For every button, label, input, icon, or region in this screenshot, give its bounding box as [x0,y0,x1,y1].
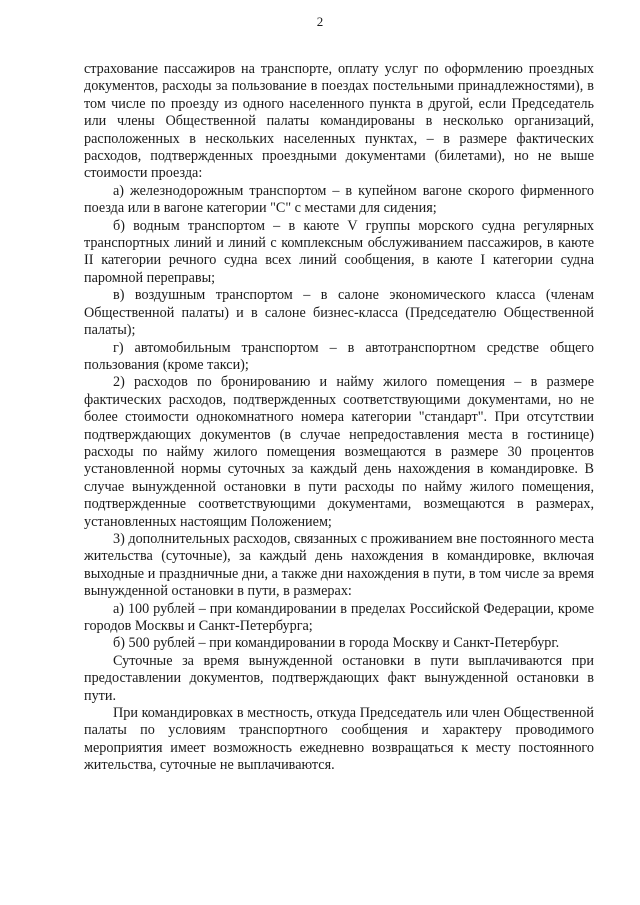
paragraph-daily-allowance: 3) дополнительных расходов, связанных с проживанием вне постоянного места жительства (суточные), за каждый день нахождения в командировке, включая выходные и праздничные дни, а также дни нахождения в пути, в том числе за время вынужденной остановки в пути, в размерах: [84,530,594,600]
paragraph-forced-stop: Суточные за время вынужденной остановки в пути выплачиваются при предоставлении документов, подтверждающих факт вынужденной остановки в пути. [84,652,594,704]
paragraph-housing-expenses: 2) расходов по бронированию и найму жилого помещения – в размере фактических расходов, подтвержденных соответствующими документами, но не более стоимости однокомнатного номера категории "стандарт". При отсутствии подтверждающих документов (в случае непредоставления места в гостинице) расходы по найму жилого помещения возмещаются в размере 30 процентов установленной нормы суточных за каждый день нахождения в командировке. В случае вынужденной остановки в пути расходы по найму жилого помещения, подтвержденные соответствующими документами, возмещаются в размерах, установленных настоящим Положением; [84,374,594,530]
paragraph-allowance-moscow-spb: б) 500 рублей – при командировании в города Москву и Санкт-Петербург. [113,635,560,652]
paragraph-allowance-russia: а) 100 рублей – при командировании в пределах Российской Федерации, кроме городов Москвы и Санкт-Петербурга; [84,600,594,634]
paragraph-daily-return: При командировках в местность, откуда Председатель или член Общественной палаты по условиям транспортного сообщения и характеру проводимого мероприятия имеет возможность ежедневно возвращаться к месту постоянного жительства, суточные не выплачиваются. [84,705,594,774]
paragraph-air-transport: в) воздушным транспортом – в салоне экономического класса (членам Общественной палаты) и в салоне бизнес-класса (Председателю Общественной палаты); [84,287,594,339]
document-body [84,61,594,775]
paragraph-rail-transport: а) железнодорожным транспортом – в купейном вагоне скорого фирменного поезда или в вагоне категории "С" с местами для сидения; [84,182,594,217]
page-number: 2 [316,14,324,29]
paragraph-road-transport: г) автомобильным транспортом – в автотранспортном средстве общего пользования (кроме такси); [84,339,594,373]
paragraph-continuation: страхование пассажиров на транспорте, оплату услуг по оформлению проездных документов, расходы за пользование в поездах постельными принадлежностями), в том числе по проезду из одного населенного пункта в другой, если Председатель или члены Общественной палаты командированы в несколько организаций, расположенных в нескольких населенных пунктах, – в размере фактических расходов, подтвержденных проездными документами (билетами), но не выше стоимости проезда: [84,61,594,182]
paragraph-water-transport: б) водным транспортом – в каюте V группы морского судна регулярных транспортных линий и линий с комплексным обслуживанием пассажиров, в каюте II категории речного судна всех линий сообщения, в каюте I категории судна паромной переправы; [84,217,594,286]
